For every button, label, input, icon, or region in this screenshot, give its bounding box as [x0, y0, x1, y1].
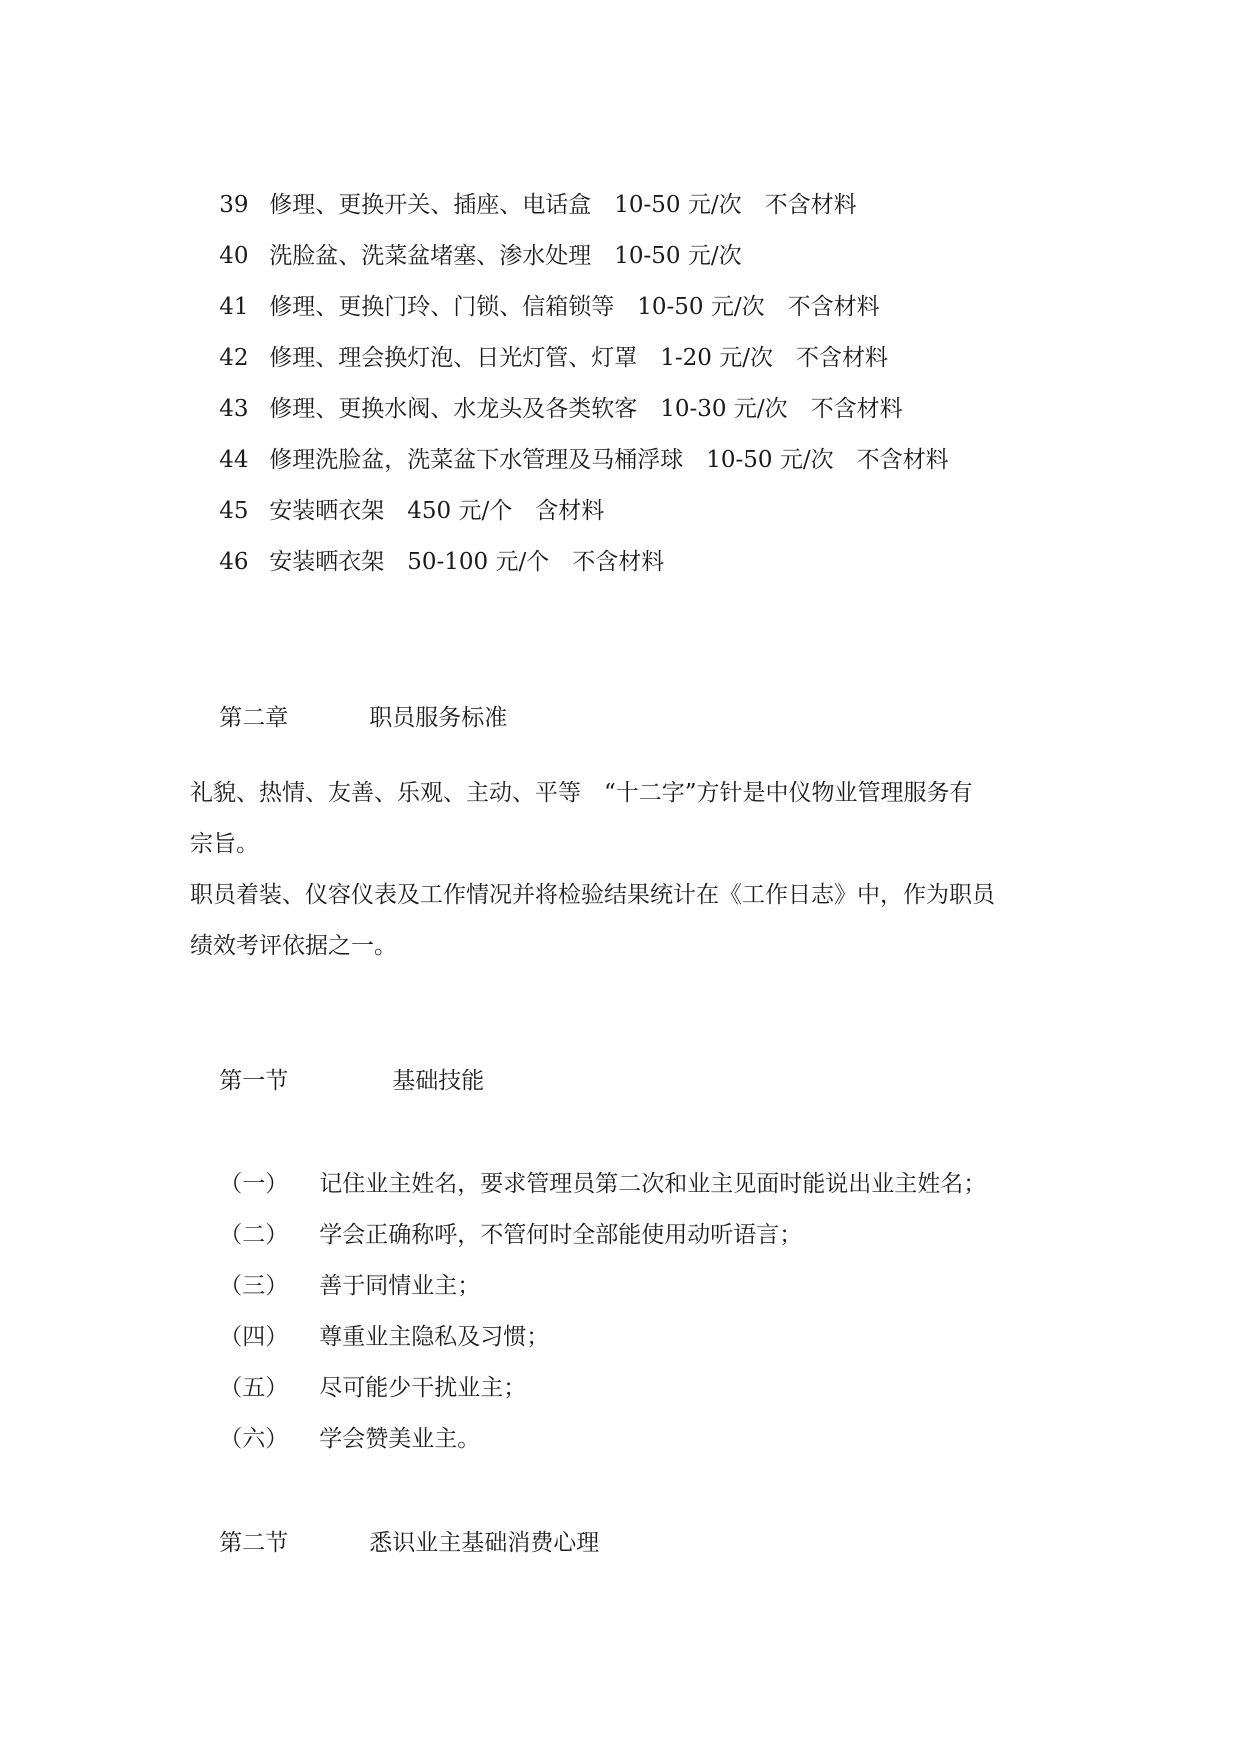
service-price: 10-30 元/次	[660, 396, 788, 422]
skill-index: （五）	[219, 1375, 289, 1401]
service-number: 42	[219, 345, 249, 371]
service-text: 修理、更换门玲、门锁、信箱锁等	[269, 294, 615, 320]
service-number: 41	[219, 294, 249, 320]
service-number: 40	[219, 243, 249, 269]
skill-text: 善于同情业主；	[319, 1273, 481, 1299]
service-number: 44	[219, 447, 249, 473]
service-price: 10-50 元/次	[614, 192, 742, 218]
skill-text: 学会赞美业主。	[319, 1426, 481, 1452]
service-note: 不含材料	[787, 294, 880, 320]
service-note: 不含材料	[572, 549, 665, 575]
service-price: 50-100 元/个	[407, 549, 550, 575]
service-text: 安装晒衣架	[269, 498, 385, 524]
service-text: 修理、更换水阀、水龙头及各类软客	[269, 396, 638, 422]
service-number: 45	[219, 498, 249, 524]
service-note: 含材料	[535, 498, 605, 524]
section-label: 第一节	[219, 1068, 289, 1094]
service-price: 10-50 元/次	[706, 447, 834, 473]
skill-index: （六）	[219, 1426, 289, 1452]
service-text: 洗脸盆、洗菜盆堵塞、渗水处理	[269, 243, 592, 269]
chapter-label: 第二章	[219, 705, 289, 731]
service-price: 10-50 元/次	[614, 243, 742, 269]
paragraph-2-line-2: 绩效考评依据之一。	[190, 933, 397, 959]
skill-index: （一）	[219, 1171, 289, 1197]
service-text: 修理洗脸盆，洗菜盆下水管理及马桶浮球	[269, 447, 684, 473]
service-note: 不含材料	[795, 345, 888, 371]
paragraph-2-line-1: 职员着装、仪容仪表及工作情况并将检验结果统计在《工作日志》中，作为职员	[190, 882, 995, 908]
skill-text: 学会正确称呼，不管何时全部能使用动听语言；	[319, 1222, 803, 1248]
service-note: 不含材料	[856, 447, 949, 473]
paragraph-1-line-2: 宗旨。	[190, 831, 259, 857]
service-number: 43	[219, 396, 249, 422]
service-price: 450 元/个	[407, 498, 513, 524]
service-text: 安装晒衣架	[269, 549, 385, 575]
chapter-title: 职员服务标准	[369, 705, 508, 731]
section-title: 基础技能	[392, 1068, 485, 1094]
service-number: 39	[219, 192, 249, 218]
skill-text: 记住业主姓名，要求管理员第二次和业主见面时能说出业主姓名；	[319, 1171, 987, 1197]
service-price: 10-50 元/次	[637, 294, 765, 320]
section-1-heading	[190, 1036, 484, 1126]
service-text: 修理、理会换灯泡、日光灯管、灯罩	[269, 345, 638, 371]
skill-index: （三）	[219, 1273, 289, 1299]
section-2-heading	[190, 1498, 599, 1588]
service-number: 46	[219, 549, 249, 575]
skill-text: 尽可能少干扰业主；	[319, 1375, 527, 1401]
service-note: 不含材料	[810, 396, 903, 422]
skill-text: 尊重业主隐私及习惯；	[319, 1324, 550, 1350]
service-item-46	[190, 517, 664, 607]
service-price: 1-20 元/次	[660, 345, 773, 371]
skill-index: （二）	[219, 1222, 289, 1248]
skill-index: （四）	[219, 1324, 289, 1350]
paragraph-1-line-1: 礼貌、热情、友善、乐观、主动、平等 “十二字”方针是中仪物业管理服务有	[190, 780, 973, 806]
section-label: 第二节	[219, 1530, 289, 1556]
service-note: 不含材料	[764, 192, 857, 218]
skill-item-6	[190, 1394, 480, 1484]
service-text: 修理、更换开关、插座、电话盒	[269, 192, 592, 218]
chapter-heading	[190, 673, 507, 763]
section-title: 悉识业主基础消费心理	[369, 1530, 600, 1556]
